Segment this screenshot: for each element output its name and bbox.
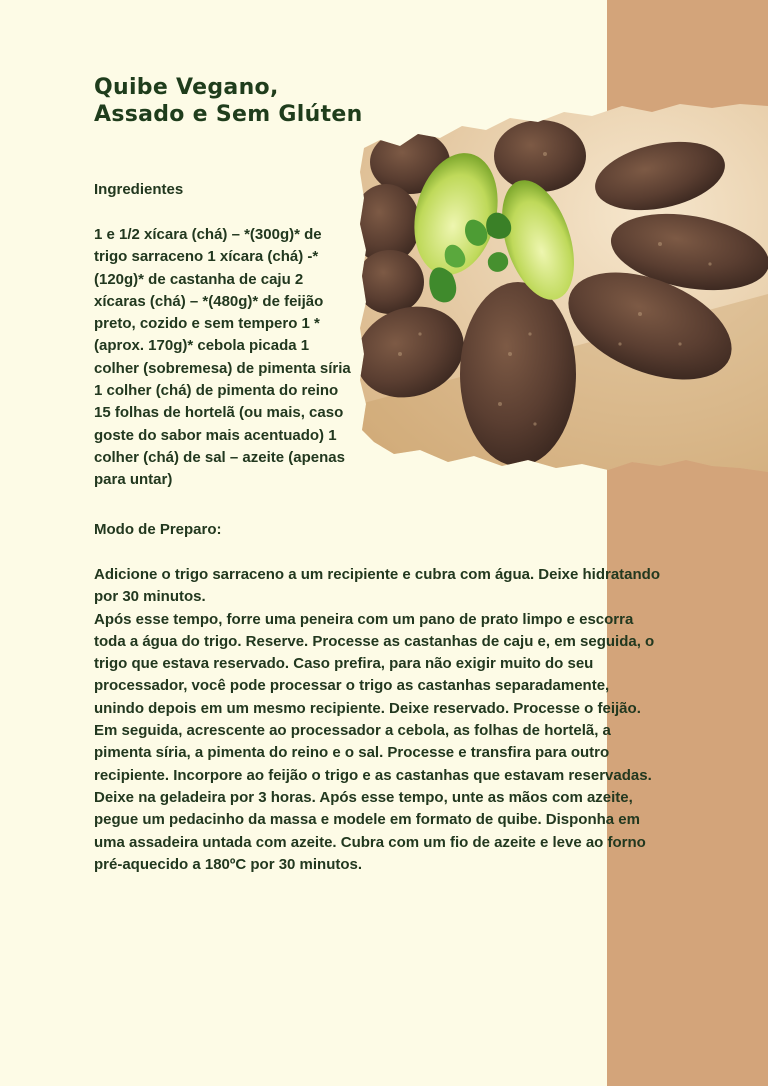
preparation-paragraph: Adicione o trigo sarraceno a um recipiente e cubra com água. Deixe hidratando por 30 minutos.: [94, 566, 660, 606]
title-line-1: Quibe Vegano,: [94, 75, 279, 100]
ingredients-text: 1 e 1/2 xícara (chá) – *(300g)* de trigo sarraceno 1 xícara (chá) -*(120g)* de castanha de caju 2 xícaras (chá) – *(480g)* de feijão preto, cozido e sem tempero 1 *(aprox. 170g)* cebola picada 1 colher (sobremesa) de pimenta síria 1 colher (chá) de pimenta do reino 15 folhas de hortelã (ou mais, caso goste do sabor mais acentuado) 1 colher (chá) de sal – azeite (apenas para untar): [94, 226, 351, 489]
preparation-heading: Modo de Preparo:: [94, 521, 222, 538]
ingredients-heading: Ingredientes: [94, 181, 184, 198]
preparation-text: [94, 564, 660, 876]
title-line-2: Assado e Sem Glúten: [94, 102, 363, 127]
preparation-paragraph: Após esse tempo, forre uma peneira com um pano de prato limpo e escorra toda a água do trigo. Reserve. Processe as castanhas de caju e, em seguida, o trigo que estava reservado. Caso prefira, para não exigir muito do seu processador, você pode processar o trigo as castanhas separadamente, unindo depois em um mesmo recipiente. Deixe reservado. Processe o feijão. Em seguida, acrescente ao processador a cebola, as folhas de hortelã, a pimenta síria, a pimenta do reino e o sal. Processe e transfira para outro recipiente. Incorpore ao feijão o trigo e as castanhas que estavam reservadas. Deixe na geladeira por 3 horas. Após esse tempo, unte as mãos com azeite, pegue um pedacinho da massa e modele em formato de quibe. Disponha em uma assadeira untada com azeite. Cubra com um fio de azeite e leve ao forno pré-aquecido a 180ºC por 30 minutos.: [94, 610, 655, 873]
quibe-photo: [360, 104, 768, 472]
